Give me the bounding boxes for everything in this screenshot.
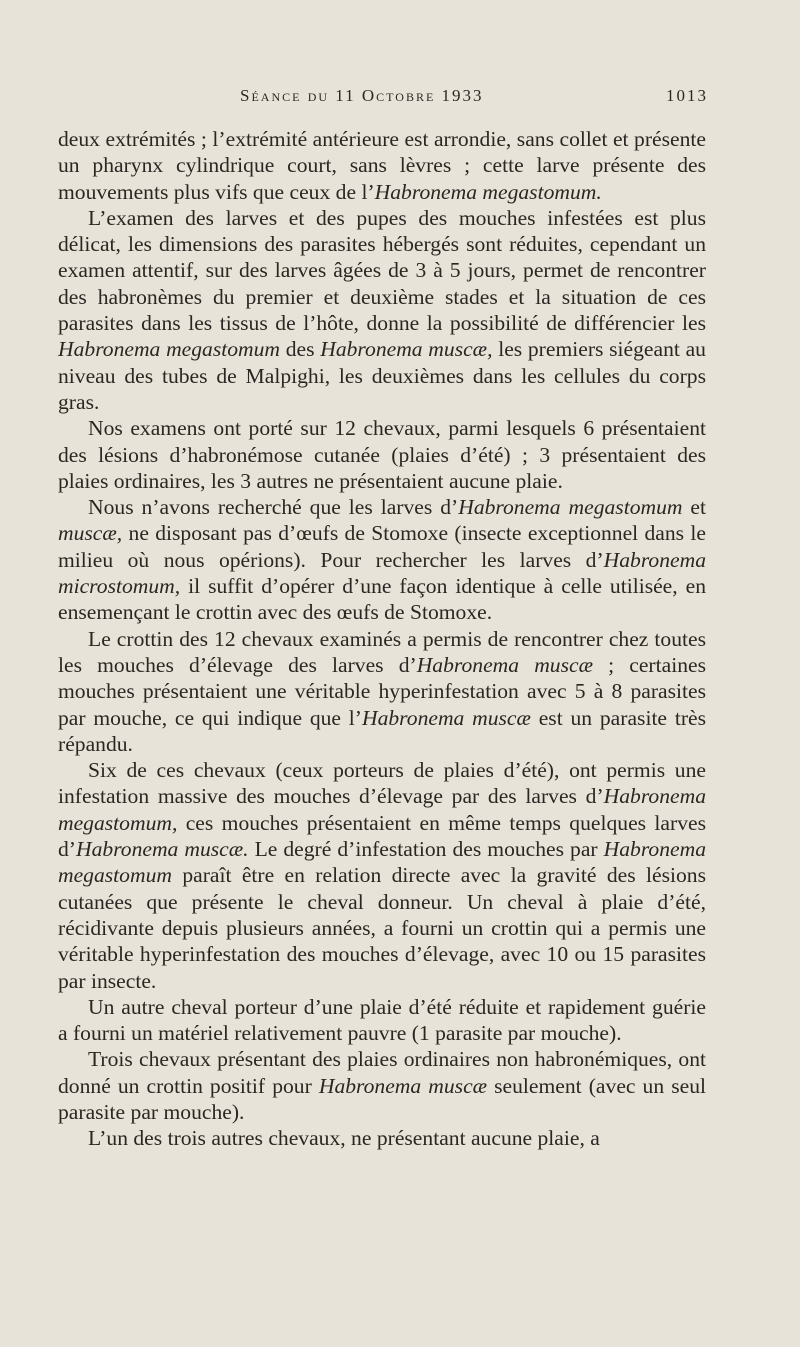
paragraph	[58, 757, 706, 994]
italic-term: Habronema megastomum	[458, 495, 683, 520]
italic-term: Habronema megastomum,	[58, 784, 706, 835]
text-run: il suffit d’opérer d’une façon identique à celle utilisée, en ensemençant le crottin avec des œufs de Stomoxe.	[58, 574, 706, 625]
text-run: ces mouches présentaient en même temps quelques larves d’	[58, 810, 706, 862]
text-run: ne disposant pas d’œufs de Stomoxe (insecte exceptionnel dans le milieu où nous opérions). Pour rechercher les larves d’	[58, 521, 706, 572]
text-run: paraît être en relation directe avec la gravité des lésions cutanées que présente le cheval donneur. Un cheval à plaie d’été, récidivante depuis plusieurs années, a fourni un crottin qui a permis une véritable hyperinfestation des mouches d’élevage, avec 10 ou 15 parasites par insecte.	[58, 863, 706, 993]
text-run: et	[682, 495, 707, 520]
italic-term: Habronema muscæ	[318, 1073, 488, 1098]
text-run: Trois chevaux présentant des plaies ordinaires non habronémiques, ont donné un crottin positif pour	[58, 1047, 706, 1098]
paragraph	[58, 626, 706, 757]
text-run: Nous n’avons recherché que les larves d’	[88, 495, 459, 520]
text-run: les premiers siégeant au niveau des tubes de Malpighi, les deuxièmes dans les cellules du corps gras.	[58, 337, 706, 414]
text-run: des	[280, 337, 321, 362]
text-run: Nos examens ont porté sur 12 chevaux, parmi lesquels 6 présentaient des lésions d’habronémose cutanée (plaies d’été) ; 3 présentaient des plaies ordinaires, les 3 autres ne présentaient aucune plaie.	[58, 416, 706, 493]
paragraph	[58, 205, 706, 415]
italic-term: Habronema muscæ.	[76, 837, 249, 862]
header-title: Séance du 11 Octobre 1933	[240, 86, 484, 105]
text-run: Le crottin des 12 chevaux examinés a permis de rencontrer chez toutes les mouches d’élevage des larves d’	[58, 626, 706, 677]
text-run: Six de ces chevaux (ceux porteurs de plaies d’été), ont permis une infestation massive des mouches d’élevage par des larves d’	[58, 758, 706, 809]
body-text	[58, 126, 706, 1152]
text-run: Le degré d’infestation des mouches par	[248, 837, 604, 862]
text-run: L’un des trois autres chevaux, ne présentant aucune plaie, a	[88, 1126, 600, 1151]
paragraph	[58, 415, 706, 494]
italic-term: Habronema megastomum.	[374, 179, 602, 204]
text-run: seulement (avec un seul parasite par mouche).	[58, 1073, 706, 1124]
paragraph	[58, 494, 706, 625]
text-run: ; certaines mouches présentaient une véritable hyperinfestation avec 5 à 8 parasites par mouche, ce qui indique que l’	[58, 652, 706, 730]
running-header	[0, 86, 800, 116]
paragraph	[58, 1125, 706, 1151]
italic-term: Habronema microstomum,	[58, 547, 706, 599]
paragraph	[58, 126, 706, 205]
italic-term: Habronema megastomum	[58, 337, 281, 362]
paragraph	[58, 994, 706, 1047]
text-run: est un parasite très répandu.	[58, 705, 706, 756]
italic-term: Habronema megastomum	[58, 837, 706, 888]
text-run: deux extrémités ; l’extrémité antérieure est arrondie, sans collet et présente un pharynx cylindrique court, sans lèvres ; cette larve présente des mouvements plus vifs que ceux de l’	[58, 127, 706, 204]
italic-term: Habronema muscæ,	[320, 337, 493, 362]
italic-term: Habronema muscæ	[361, 705, 531, 730]
text-run: L’examen des larves et des pupes des mouches infestées est plus délicat, les dimensions des parasites hébergés sont réduites, cependant un examen attentif, sur des larves âgées de 3 à 5 jours, permet de rencontrer des habronèmes du premier et deuxième stades et la situation de ces parasites dans les tissus de l’hôte, donne la possibilité de différencier les	[58, 205, 706, 336]
italic-term: muscæ,	[58, 521, 123, 546]
paragraph	[58, 1046, 706, 1125]
text-run: Un autre cheval porteur d’une plaie d’été réduite et rapidement guérie a fourni un matériel relativement pauvre (1 parasite par mouche).	[58, 994, 706, 1046]
page-number: 1013	[666, 86, 708, 105]
italic-term: Habronema muscæ	[416, 652, 593, 677]
